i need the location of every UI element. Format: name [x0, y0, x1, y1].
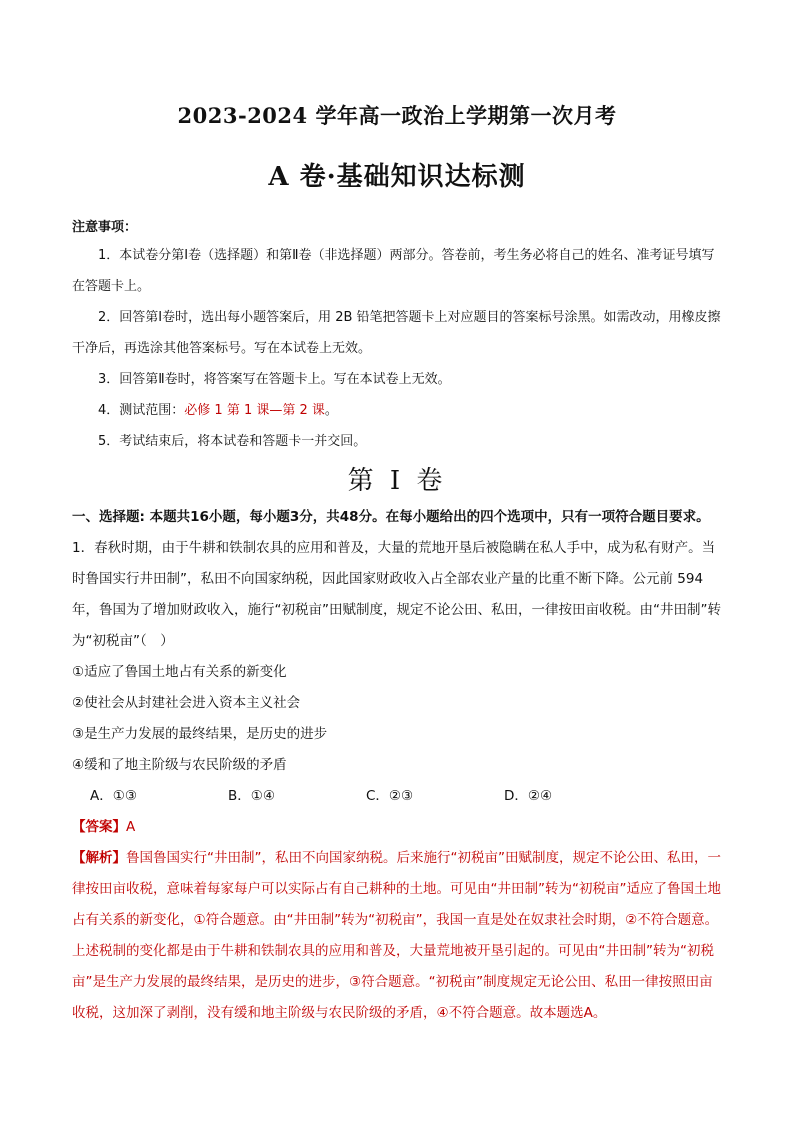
exam-title: 2023-2024 学年高一政治上学期第一次月考: [177, 103, 617, 128]
statement-3: ③是生产力发展的最终结果，是历史的进步: [72, 726, 328, 742]
answer-line: [72, 812, 724, 843]
option-b: B．①④: [228, 788, 275, 804]
notice-list: [72, 240, 724, 457]
notice-item-1: 1．本试卷分第Ⅰ卷（选择题）和第Ⅱ卷（非选择题）两部分。答卷前，考生务必将自己的姓名、准考证号填写在答题卡上。: [72, 248, 715, 294]
statement-1: ①适应了鲁国土地占有关系的新变化: [72, 664, 287, 680]
option-c: C．②③: [366, 788, 414, 804]
answer-options: [72, 781, 724, 812]
option-d: D．②④: [504, 788, 553, 804]
answer-label: 【答案】: [72, 819, 126, 835]
notice-heading: 注意事项：: [72, 220, 138, 235]
statement-4: ④缓和了地主阶级与农民阶级的矛盾: [72, 757, 287, 773]
question-section: [72, 502, 724, 1029]
notice-item-4: [72, 395, 724, 426]
notice-item-4-prefix: 4．测试范围：: [98, 403, 185, 418]
notice-item-3: 3．回答第Ⅱ卷时，将答案写在答题卡上。写在本试卷上无效。: [98, 372, 451, 387]
section-heading: 一、选择题: 本题共16小题，每小题3分，共48分。在每小题给出的四个选项中，只有一项符合题目要求。: [72, 509, 710, 525]
analysis-text: [72, 843, 724, 1029]
answer-value: A: [126, 819, 136, 835]
volume-heading: 第 I 卷: [347, 466, 447, 496]
statement-2: ②使社会从封建社会进入资本主义社会: [72, 695, 301, 711]
analysis-label: 【解析】: [72, 850, 126, 866]
question-stem: 1．春秋时期，由于牛耕和铁制农具的应用和普及，大量的荒地开垦后被隐瞒在私人手中，成为私有财产。当时鲁国实行井田制”，私田不向国家纳税，因此国家财政收入占全部农业产量的比重不断下降。公元前 594 年，鲁国为了增加财政收入，施行“初税亩”田赋制度，规定不论公田、私田，一律按田亩收税。由“井田制”转为“初税亩”（ ）: [72, 540, 721, 649]
test-range: 必修 1 第 1 课—第 2 课: [184, 403, 325, 418]
notice-item-4-suffix: 。: [324, 403, 338, 418]
notice-item-2: 2．回答第Ⅰ卷时，选出每小题答案后，用 2B 铅笔把答题卡上对应题目的答案标号涂黑。如需改动，用橡皮擦干净后，再选涂其他答案标号。写在本试卷上无效。: [72, 310, 721, 356]
option-a: A．①③: [90, 788, 137, 804]
exam-subtitle: A 卷·基础知识达标测: [268, 162, 526, 192]
analysis-body: 鲁国鲁国实行“井田制”，私田不向国家纳税。后来施行“初税亩”田赋制度，规定不论公田、私田，一律按田亩收税，意味着每家每户可以实际占有自己耕种的土地。可见由“井田制”转为“初税亩”适应了鲁国土地占有关系的新变化，①符合题意。由“井田制”转为“初税亩”，我国一直是处在奴隶社会时期，②不符合题意。上述税制的变化都是由于牛耕和铁制农具的应用和普及，大量荒地被开垦引起的。可见由“井田制”转为“初税亩”是生产力发展的最终结果，是历史的进步，③符合题意。“初税亩”制度规定无论公田、私田一律按照田亩收税，这加深了剥削，没有缓和地主阶级与农民阶级的矛盾，④不符合题意。故本题选A。: [72, 850, 721, 1021]
notice-item-5: 5．考试结束后，将本试卷和答题卡一并交回。: [98, 434, 367, 449]
